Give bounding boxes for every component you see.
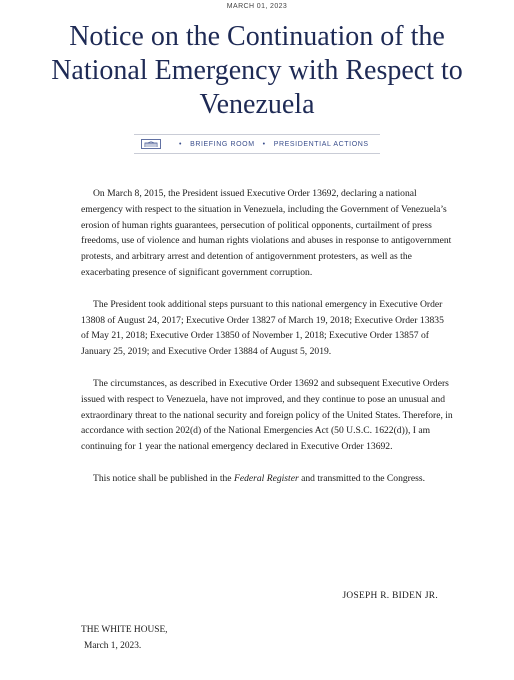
publish-date: MARCH 01, 2023 [226,3,288,10]
breadcrumb-briefing-room[interactable]: BRIEFING ROOM [190,140,255,148]
federal-register-italic: Federal Register [233,472,299,484]
paragraph-4 [81,471,453,487]
paragraph-4-text-end: and transmitted to the Congress. [298,472,426,484]
closing-place: THE WHITE HOUSE, [81,625,168,635]
signature: JOSEPH R. BIDEN JR. [342,591,438,601]
breadcrumb-separator: • [179,140,183,148]
notice-body [81,186,453,487]
white-house-icon[interactable] [141,139,161,149]
breadcrumb-presidential-actions[interactable]: PRESIDENTIAL ACTIONS [273,140,369,148]
closing-block [81,622,168,654]
paragraph-3: The circumstances, as described in Executive Order 13692 and subsequent Executive Orders issued with respect to Venezuela, have not improved, and they continue to pose an unusual and extraordinary threat to the national security and foreign policy of the United States. Therefore, in accordance with section 202(d) of the National Emergencies Act (50 U.S.C. 1622(d)), I am continuing for 1 year the national emergency declared in Executive Order 13692. [81,377,453,453]
page-title: Notice on the Continuation of the National Emergency with Respect to Venezuela [51,21,463,120]
closing-date: March 1, 2023. [84,641,142,651]
paragraph-4-text-start: This notice shall be published in the [93,472,234,484]
breadcrumb [134,134,380,154]
breadcrumb-separator: • [262,140,266,148]
paragraph-1: On March 8, 2015, the President issued Executive Order 13692, declaring a national emergency with respect to the situation in Venezuela, including the Government of Venezuela’s erosion of human rights guarantees, persecution of political opponents, curtailment of press freedoms, use of violence and human rights violations and abuses in response to antigovernment protests, and arbitrary arrest and detention of antigovernment protesters, as well as the exacerbating presence of significant government corruption. [81,188,452,278]
paragraph-2: The President took additional steps pursuant to this national emergency in Executive Order 13808 of August 24, 2017; Executive Order 13827 of March 19, 2018; Executive Order 13835 of May 21, 2018; Executive Order 13850 of November 1, 2018; Executive Order 13857 of January 25, 2019; and Executive Order 13884 of August 5, 2019. [81,298,444,358]
